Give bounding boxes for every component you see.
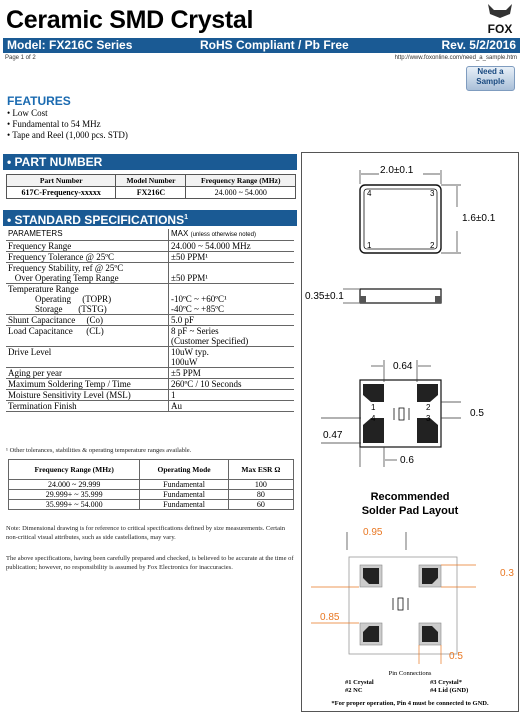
dim-047: 0.47: [323, 430, 343, 441]
recommended-title: Recommended: [370, 491, 450, 503]
table-row: 35.999+ ~ 54.000 Fundamental 60: [9, 500, 294, 510]
dim-05: 0.5: [470, 408, 484, 419]
pin-conn-3: #3 Crystal*: [430, 679, 462, 686]
esr-table: [8, 459, 294, 510]
table-row: 24.000 ~ 29.999 Fundamental 100: [9, 480, 294, 490]
bottom-pin-4: 4: [371, 414, 376, 423]
rohs-label: RoHS Compliant / Pb Free: [200, 38, 349, 52]
pin-1-label: 1: [367, 241, 372, 250]
table-header-row: PARAMETERS MAX (unless otherwise noted): [6, 229, 294, 241]
table-header-row: Frequency Range (MHz) Operating Mode Max ESR Ω: [9, 460, 294, 480]
page-number: Page 1 of 2: [5, 55, 36, 61]
bottom-pin-3: 3: [426, 414, 431, 423]
pin-conn-1: #1 Crystal: [345, 679, 374, 686]
dim-thickness: 0.35±0.1: [305, 291, 344, 302]
pin-conn-2: #2 NC: [345, 687, 363, 694]
feature-item: • Fundamental to 54 MHz: [7, 119, 101, 129]
table-row: Load Capacitance (CL) 8 pF ~ Series (Customer Specified): [6, 326, 294, 347]
recommended-subtitle: Solder Pad Layout: [361, 505, 459, 517]
sample-url[interactable]: http://www.foxonline.com/need_a_sample.htm: [394, 55, 517, 61]
dim-064: 0.64: [393, 361, 413, 372]
table-row: 617C-Frequency-xxxxx FX216C 24.000 ~ 54.000: [7, 187, 296, 199]
need-sample-button[interactable]: [466, 66, 515, 91]
pad-dim-085: 0.85: [320, 612, 340, 623]
pad-dim-095: 0.95: [363, 527, 383, 538]
specs-footnote: ¹ Other tolerances, stabilities & operating temperature ranges available.: [6, 447, 192, 454]
table-row: Maximum Soldering Temp / Time 260ºC / 10 Seconds: [6, 379, 294, 390]
sample-line-2: Sample: [476, 77, 505, 86]
feature-item: • Tape and Reel (1,000 pcs. STD): [7, 130, 128, 140]
side-view: [343, 289, 441, 303]
pin-4-label: 4: [367, 189, 372, 198]
fox-logo: [485, 2, 515, 36]
revision-label: Rev. 5/2/2016: [441, 38, 516, 52]
specs-table: [6, 229, 294, 412]
pin-3-label: 3: [430, 189, 435, 198]
dimension-note: Note: Dimensional drawing is for reference to critical specifications defined by size measurements. Certain non-critical visual attributes, such as side castellations, may vary.: [6, 525, 286, 541]
features-list: [7, 108, 128, 141]
part-number-heading: • PART NUMBER: [3, 154, 297, 170]
page-title: Ceramic SMD Crystal: [6, 6, 254, 34]
title-bar: [3, 38, 520, 53]
table-row: Moisture Sensitivity Level (MSL) 1: [6, 390, 294, 401]
pad-dim-03: 0.3: [500, 568, 514, 579]
table-header-row: Part Number Model Number Frequency Range (MHz): [7, 175, 296, 187]
pin-conn-4: #4 Lid (GND): [430, 687, 469, 694]
bottom-view: [321, 360, 461, 467]
pin-connections-title: Pin Connections: [388, 670, 432, 677]
table-row: Frequency Range 24.000 ~ 54.000 MHz: [6, 241, 294, 252]
dim-width: 2.0±0.1: [380, 165, 414, 176]
sample-line-1: Need a: [477, 67, 504, 76]
dim-height: 1.6±0.1: [462, 213, 496, 224]
model-label: Model: FX216C Series: [7, 38, 133, 52]
feature-item: • Low Cost: [7, 108, 48, 118]
specs-heading: • STANDARD SPECIFICATIONS$^1$: [3, 210, 297, 226]
bottom-pin-2: 2: [426, 403, 431, 412]
pin-2-label: 2: [430, 241, 435, 250]
top-view: [360, 170, 461, 253]
svg-text:FOX: FOX: [487, 22, 513, 36]
pad-dim-05: 0.5: [449, 651, 463, 662]
pin-note: *For proper operation, Pin 4 must be connected to GND.: [331, 700, 489, 707]
bottom-pin-1: 1: [371, 403, 376, 412]
dim-06: 0.6: [400, 455, 414, 466]
disclaimer-note: The above specifications, having been carefully prepared and checked, is believed to be accurate at the time of publication; however, no responsibility is assumed by Fox Electronics for inaccuracies.: [6, 555, 294, 571]
table-row: Temperature Range Operating (TOPR) Storage (TSTG) -10ºC ~ +60ºC¹ -40ºC ~ +85ºC: [6, 284, 294, 315]
table-row: Frequency Stability, ref @ 25ºC Over Operating Temp Range ±50 PPM¹: [6, 263, 294, 284]
part-number-table: [6, 174, 296, 199]
table-row: Termination Finish Au: [6, 401, 294, 412]
table-row: 29.999+ ~ 35.999 Fundamental 80: [9, 490, 294, 500]
table-row: Shunt Capacitance (Co) 5.0 pF: [6, 315, 294, 326]
table-row: Aging per year ±5 PPM: [6, 368, 294, 379]
table-row: Frequency Tolerance @ 25ºC ±50 PPM¹: [6, 252, 294, 263]
solder-pad-drawing: [311, 532, 476, 664]
table-row: Drive Level 10uW typ. 100uW: [6, 347, 294, 368]
features-heading: FEATURES: [7, 94, 71, 108]
